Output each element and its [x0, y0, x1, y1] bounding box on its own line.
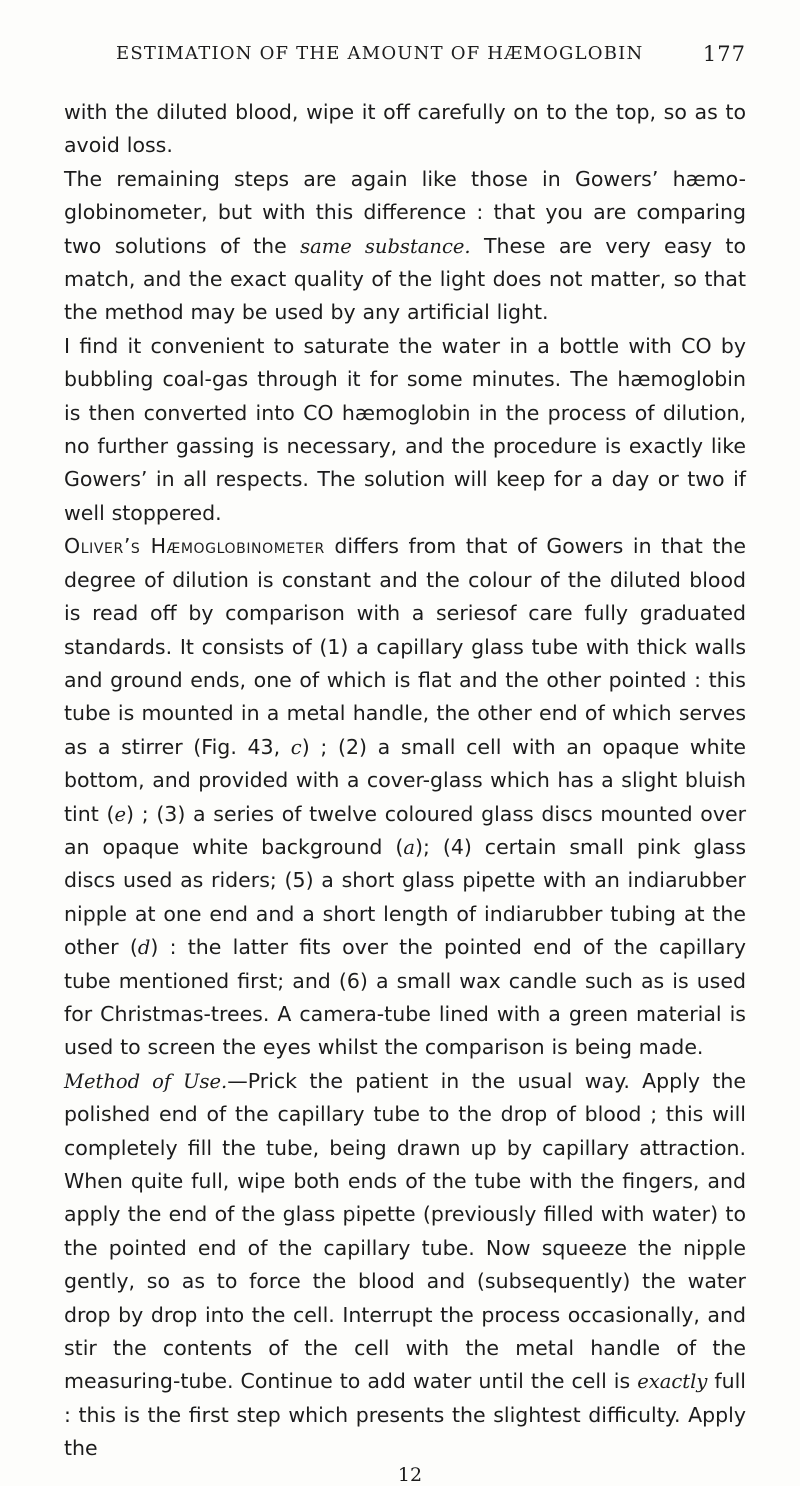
paragraph-olivers-haemoglobinometer	[64, 530, 746, 1065]
paragraph-text: The remaining steps are again like those in Gowers’ hæmo-globinometer, but with this difference : that you are comparing two solutions of the	[64, 166, 746, 258]
paragraph-text: —Prick the patient in the usual way. Apply the polished end of the capillary tube to the drop of blood ; this will completely fill the tube, being drawn up by capillary attraction. When quite full, wipe both ends of the tube with the fingers, and apply the end of the glass pipette (previously filled with water) to the pointed end of the capillary tube. Now squeeze the nipple gently, so as to force the blood and (subsequently) the water drop by drop into the cell. Interrupt the process occasionally, and stir the contents of the cell with the metal handle of the measuring-tube. Continue to add water until the cell is	[64, 1068, 746, 1394]
figure-letter: a	[403, 835, 415, 859]
paragraph-text: full : this is the first step which presents the slightest difficulty. Apply the	[64, 1369, 746, 1461]
running-head	[64, 34, 746, 74]
paragraph-text: differs from that of Gowers in that the degree of dilution is constant and the colour of the diluted blood is read off by comparison with a seriesof care fully graduated standards. It consists of (1) a capillary glass tube with thick walls and ground ends, one of which is flat and the other pointed : this tube is mounted in a metal handle, the other end of which serves as a stirrer (Fig. 43,	[64, 534, 747, 759]
paragraph-gowers-comparison	[64, 163, 746, 330]
figure-letter: d	[137, 936, 151, 960]
paragraph-text: ) ; (2) a small cell with an opaque white bottom, and provided with a cover-glass which has a slight bluish tint (	[64, 734, 746, 826]
figure-letter: e	[114, 802, 127, 826]
paragraph-text: These are very easy to match, and the exact quality of the light does not matter, so that the method may be used by any artificial light.	[64, 233, 746, 325]
page-number: 177	[702, 42, 746, 66]
paragraph-text: ) : the latter fits over the pointed end of the capillary tube mentioned first; and (6) a small wax candle such as is used for Christmas-trees. A camera-tube lined with a green material is used to screen the eyes whilst the comparison is being made.	[64, 935, 746, 1060]
paragraph-text: ) ; (3) a series of twelve coloured glass discs mounted over an opaque white background (	[64, 801, 746, 859]
paragraph-continued	[64, 96, 746, 163]
book-page	[64, 34, 746, 1486]
paragraph-method-of-use	[64, 1065, 746, 1466]
signature-mark: 12	[397, 1463, 423, 1486]
small-caps-heading: Oliver’s Hæmoglobinometer	[64, 534, 325, 559]
italic-phrase: same substance.	[300, 234, 471, 258]
italic-subheading: Method of Use.	[64, 1069, 228, 1093]
running-title: ESTIMATION OF THE AMOUNT OF HÆMOGLOBIN	[116, 43, 644, 64]
paragraph-text: with the diluted blood, wipe it off carefully on to the top, so as to avoid loss.	[64, 100, 746, 158]
body-text	[64, 96, 746, 1466]
paragraph-co-saturation	[64, 330, 746, 530]
paragraph-text: I find it convenient to saturate the water in a bottle with CO by bubbling coal-gas through it for some minutes. The hæmoglobin is then converted into CO hæmoglobin in the process of dilution, no further gassing is necessary, and the procedure is exactly like Gowers’ in all respects. The solution will keep for a day or two if well stoppered.	[64, 333, 746, 525]
paragraph-text: ); (4) certain small pink glass discs used as riders; (5) a short glass pipette with an indiarubber nipple at one end and a short length of indiarubber tubing at the other (	[64, 834, 746, 960]
figure-letter: c	[290, 735, 302, 759]
italic-emphasis: exactly	[637, 1370, 708, 1394]
